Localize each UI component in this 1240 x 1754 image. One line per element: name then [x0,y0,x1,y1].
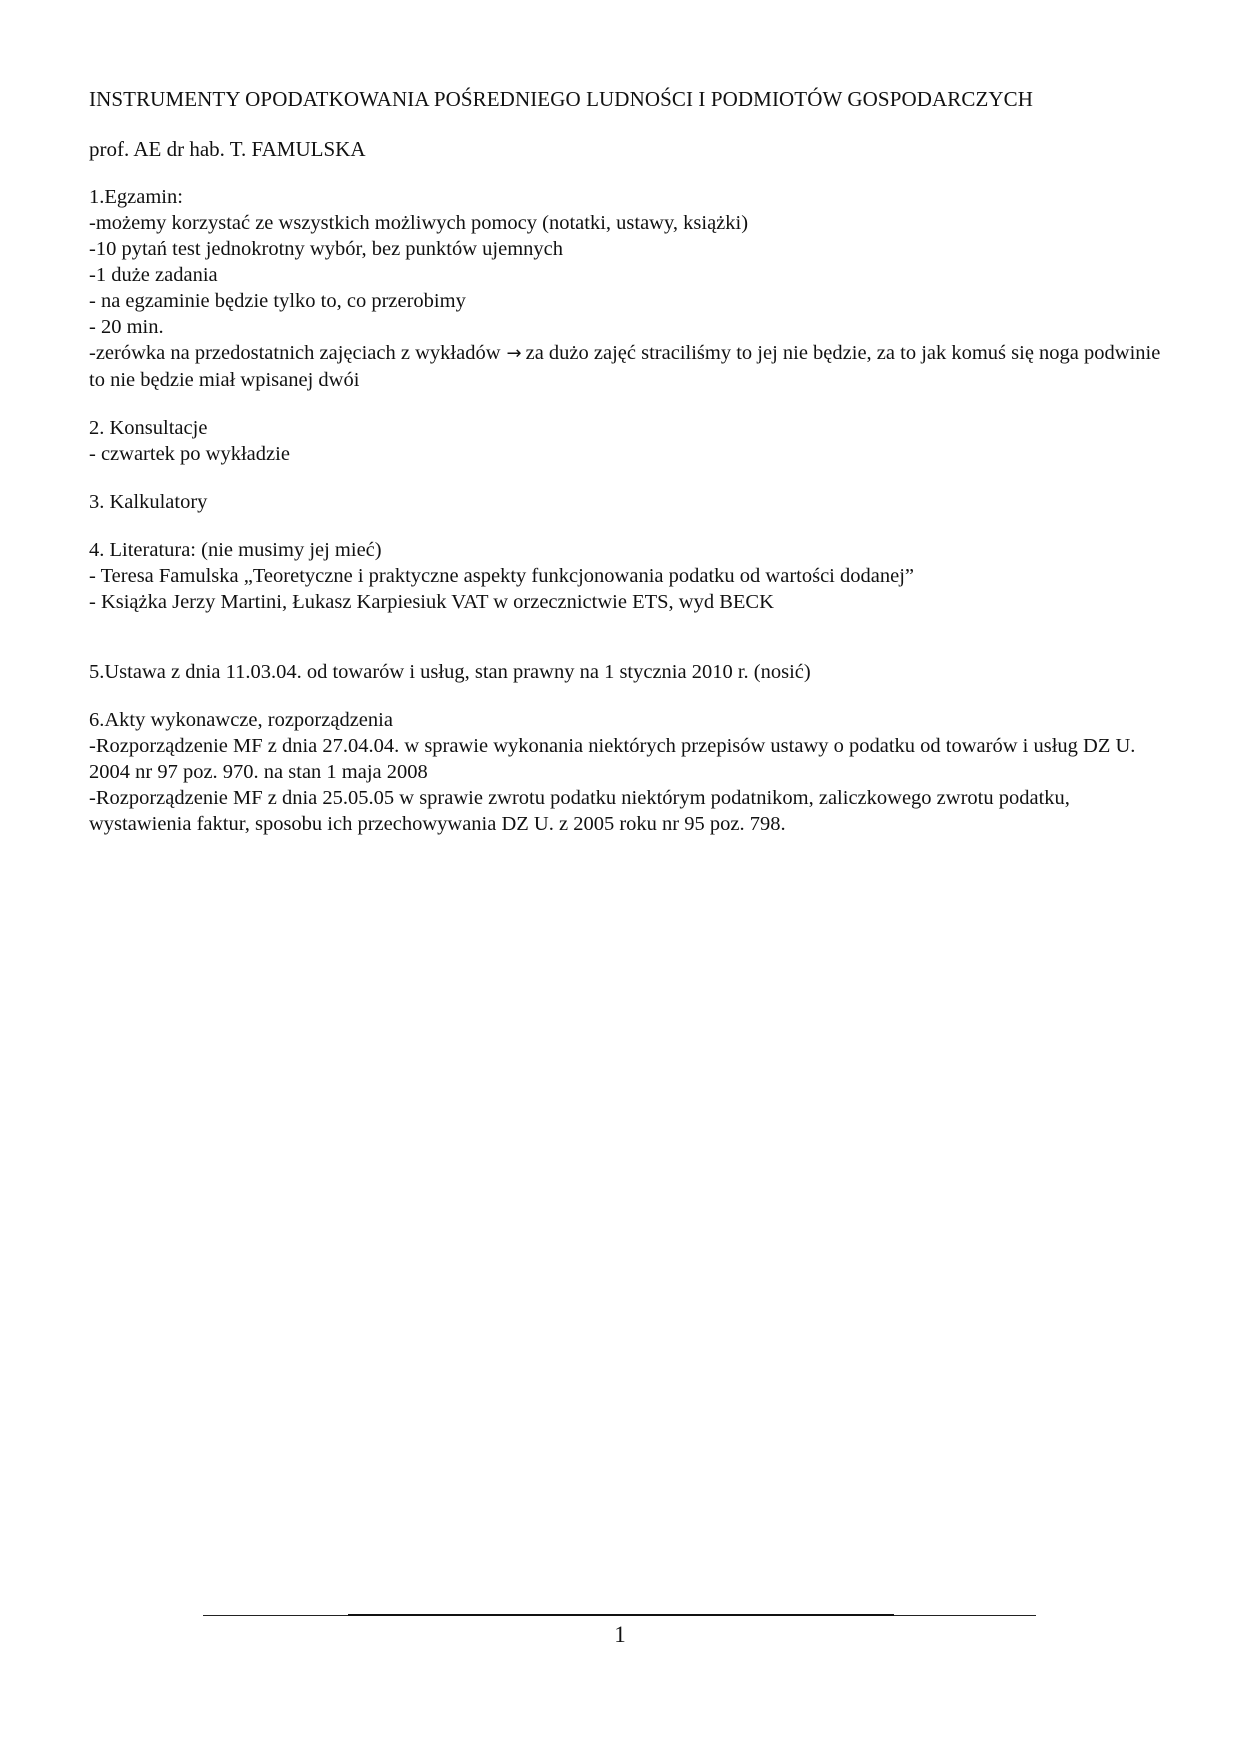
arrow-right-icon: → [506,343,522,364]
literature-item: - Książka Jerzy Martini, Łukasz Karpiesiuk VAT w orzecznictwie ETS, wyd BECK [89,591,774,613]
section-heading-consultations: 2. Konsultacje [89,417,208,439]
section-act [89,659,1169,685]
section-consultations [89,415,1169,467]
document-body [89,86,1169,837]
zerowka-text-before-arrow: -zerówka na przedostatnich zajęciach z wykładów [89,342,501,364]
page-number: 1 [614,1622,626,1647]
section-heading-literature: 4. Literatura: (nie musimy jej mieć) [89,539,382,561]
consultations-line: - czwartek po wykładzie [89,443,290,465]
document-author: prof. AE dr hab. T. FAMULSKA [89,137,366,161]
exam-line: - 20 min. [89,316,164,338]
zerowka-text-after-arrow: za dużo zajęć straciliśmy to jej nie będzie, za to jak komuś się noga podwinie to nie będzie miał wpisanej dwói [89,342,1161,391]
section-calculators [89,489,1169,515]
exam-line: -1 duże zadania [89,264,218,286]
section-exam [89,184,1169,393]
act-line: 5.Ustawa z dnia 11.03.04. od towarów i usług, stan prawny na 1 stycznia 2010 r. (nosić) [89,661,811,683]
footer-divider-accent [348,1614,894,1616]
document-title: INSTRUMENTY OPODATKOWANIA POŚREDNIEGO LUDNOŚCI I PODMIOTÓW GOSPODARCZYCH [89,87,1034,111]
regulation-item: -Rozporządzenie MF z dnia 27.04.04. w sprawie wykonania niektórych przepisów ustawy o podatku od towarów i usług DZ U. 2004 nr 97 poz. 970. na stan 1 maja 2008 [89,735,1136,783]
exam-line: - na egzaminie będzie tylko to, co przerobimy [89,290,466,312]
section-heading-regulations: 6.Akty wykonawcze, rozporządzenia [89,709,393,731]
regulation-item: -Rozporządzenie MF z dnia 25.05.05 w sprawie zwrotu podatku niektórym podatnikom, zaliczkowego zwrotu podatku, wystawienia faktur, sposobu ich przechowywania DZ U. z 2005 roku nr 95 poz. 798. [89,787,1070,835]
section-heading-exam: 1.Egzamin: [89,186,183,208]
exam-line: -możemy korzystać ze wszystkich możliwych pomocy (notatki, ustawy, książki) [89,212,749,234]
exam-zerowka-paragraph [89,340,1169,393]
exam-line: -10 pytań test jednokrotny wybór, bez punktów ujemnych [89,238,564,260]
section-regulations [89,707,1169,837]
literature-item: - Teresa Famulska „Teoretyczne i praktyczne aspekty funkcjonowania podatku od wartości dodanej” [89,565,914,587]
section-literature [89,537,1169,615]
section-heading-calculators: 3. Kalkulatory [89,491,208,513]
